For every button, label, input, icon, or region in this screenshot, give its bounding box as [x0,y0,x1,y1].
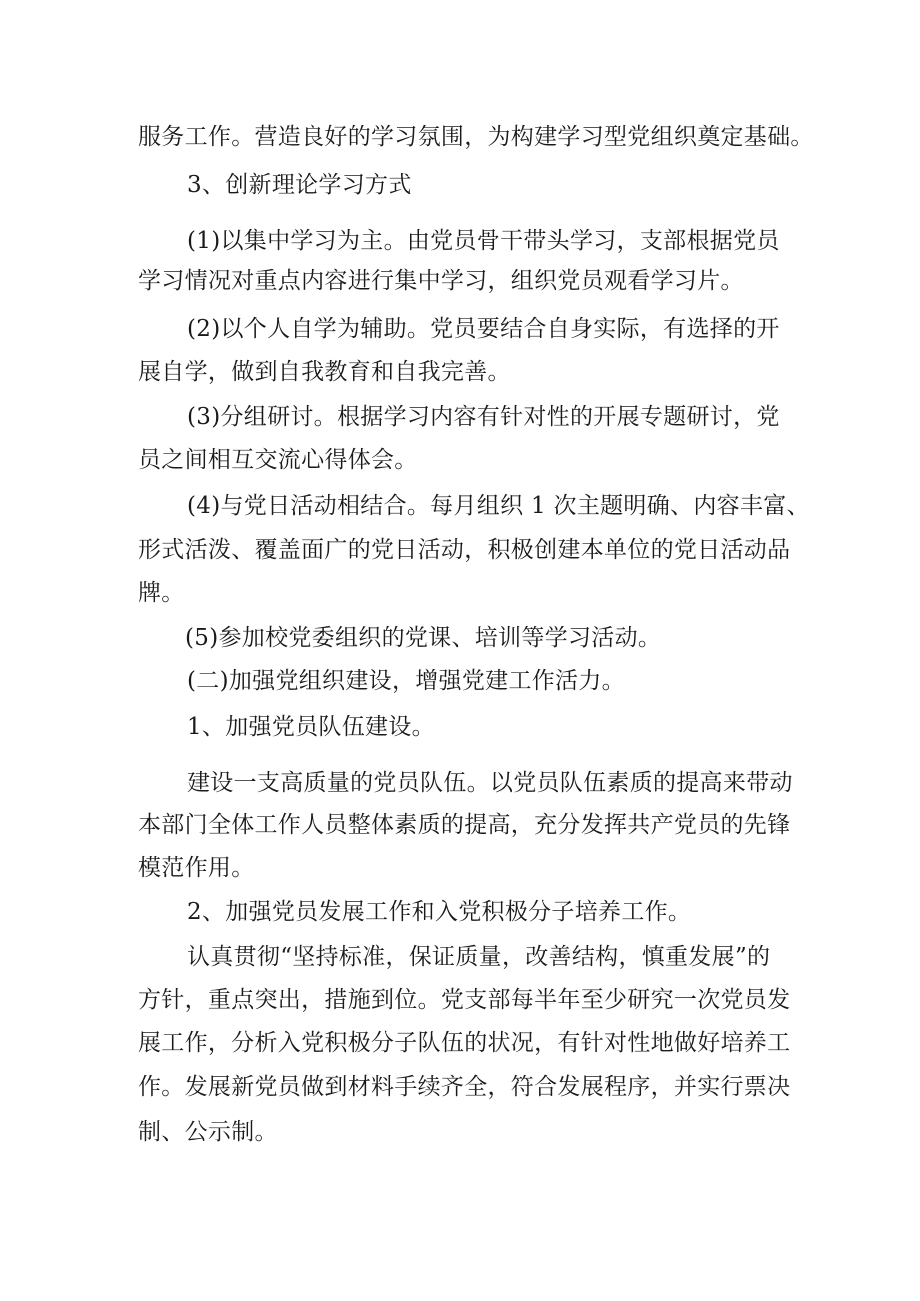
paragraph-line: (5)参加校党委组织的党课、培训等学习活动。 [185,625,662,651]
paragraph-line: 牌。 [138,580,185,606]
paragraph-line: 学习情况对重点内容进行集中学习，组织党员观看学习片。 [138,268,744,294]
paragraph-line: 展工作，分析入党积极分子队伍的状况，有针对性地做好培养工 [138,1030,791,1056]
section-heading: 1、加强党员队伍建设。 [187,714,435,740]
paragraph-line: (4)与党日活动相结合。每月组织 1 次主题明确、内容丰富、 [187,493,810,519]
paragraph-line: 建设一支高质量的党员队伍。以党员队伍素质的提高来带动 [187,770,793,796]
paragraph-line: 方针，重点突出，措施到位。党支部每半年至少研究一次党员发 [138,987,791,1013]
section-heading: (二)加强党组织建设，增强党建工作活力。 [187,668,625,694]
paragraph-line: 形式活泼、覆盖面广的党日活动，积极创建本单位的党日活动品 [138,537,791,563]
paragraph-line: (3)分组研讨。根据学习内容有针对性的开展专题研讨，党 [187,404,780,430]
section-heading: 3、创新理论学习方式 [187,172,412,198]
paragraph-line: (2)以个人自学为辅助。党员要结合自身实际，有选择的开 [187,316,780,342]
paragraph-line: 服务工作。营造良好的学习氛围，为构建学习型党组织奠定基础。 [138,124,814,150]
paragraph-line: 认真贯彻“坚持标准，保证质量，改善结构，慎重发展”的 [187,944,771,970]
paragraph-line: 制、公示制。 [138,1119,278,1145]
paragraph-line: (1)以集中学习为主。由党员骨干带头学习，支部根据党员 [187,228,780,254]
paragraph-line: 本部门全体工作人员整体素质的提高，充分发挥共产党员的先锋 [138,812,791,838]
paragraph-line: 模范作用。 [138,855,255,881]
paragraph-line: 作。发展新党员做到材料手续齐全，符合发展程序，并实行票决 [138,1074,791,1100]
section-heading: 2、加强党员发展工作和入党积极分子培养工作。 [187,899,692,925]
paragraph-line: 展自学，做到自我教育和自我完善。 [138,359,511,385]
paragraph-line: 员之间相互交流心得体会。 [138,447,418,473]
